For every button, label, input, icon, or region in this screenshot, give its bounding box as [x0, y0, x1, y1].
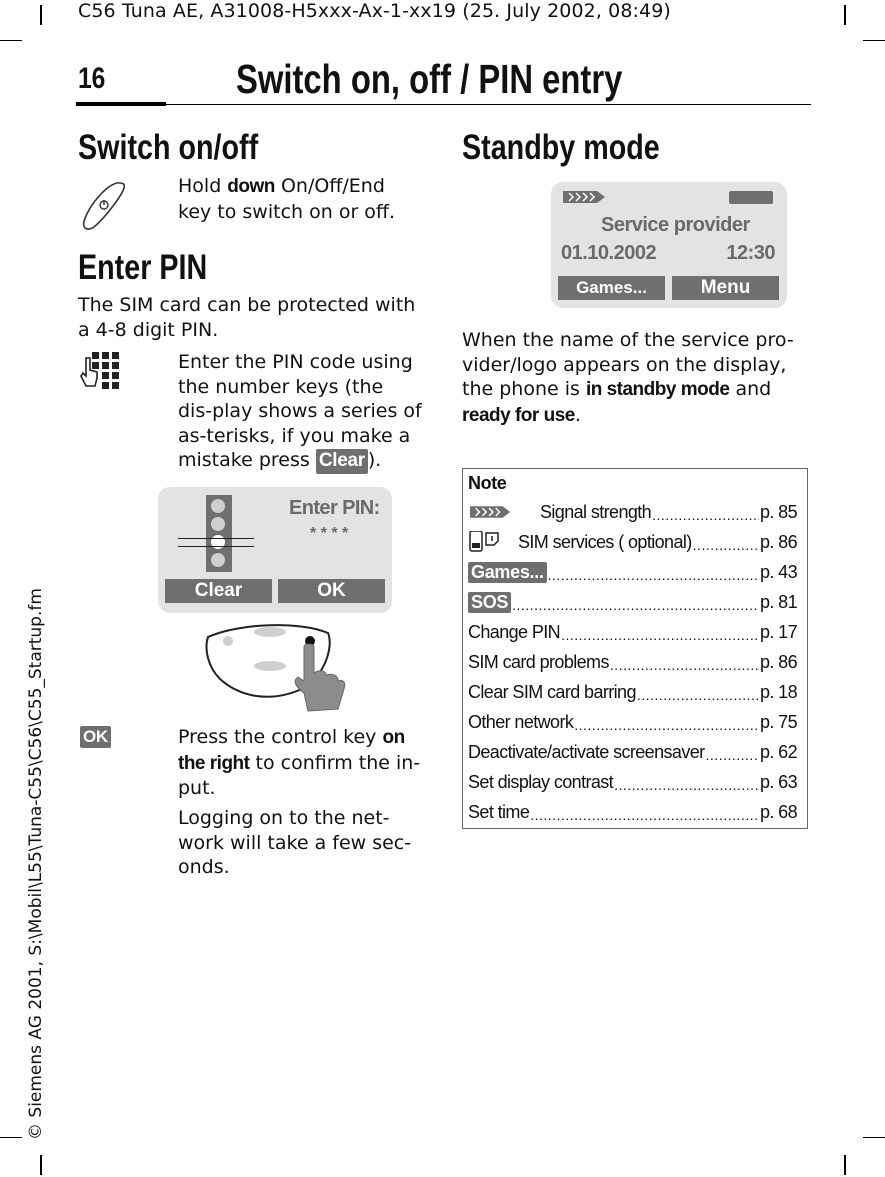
service-provider: Service provider [601, 214, 750, 236]
note-label: SIM card problems [468, 652, 609, 672]
note-page: p. 43 [759, 562, 797, 582]
note-label: Set time [468, 802, 530, 822]
standby-text-post: . [574, 403, 581, 426]
note-label: Change PIN [468, 622, 561, 642]
battery-icon [727, 188, 775, 206]
note-row-screensaver [468, 741, 797, 763]
note-label: SIM services ( optional) [518, 532, 692, 552]
crop-mark [40, 1155, 42, 1175]
page-number-underline [76, 102, 166, 106]
pin-display [158, 487, 392, 613]
ok-text-pre: Press the control key [178, 726, 383, 748]
keypad-text-main: Enter the PIN code using the number keys (the dis-play shows a series of as-terisks, if you make a mistake press [178, 351, 422, 471]
ok-key-label [80, 726, 111, 748]
crop-mark [40, 5, 42, 25]
note-row-sim-services [468, 531, 797, 553]
standby-heading: Standby mode [462, 128, 660, 167]
games-softkey[interactable]: Games... [558, 276, 665, 300]
note-row-change-pin [468, 621, 797, 643]
keypad-icon [80, 350, 120, 392]
note-page: p. 86 [759, 652, 797, 672]
ok-text [178, 725, 423, 801]
note-page: p. 85 [759, 502, 797, 522]
ok-text-post: to confirm the in-put. [178, 751, 421, 799]
indicator-dot [211, 517, 225, 531]
standby-date: 01.10.2002 [561, 242, 657, 264]
pin-asterisks: * * * * [310, 525, 349, 542]
ok-softkey[interactable]: OK [278, 579, 385, 603]
indicator-dot [211, 553, 225, 567]
standby-text-bold2: ready for use [462, 404, 575, 426]
control-key-icon [200, 617, 350, 717]
signal-strength-icon [468, 503, 514, 521]
menu-softkey[interactable]: Menu [672, 276, 779, 300]
note-row-sos [468, 591, 797, 613]
clear-softkey[interactable]: Clear [165, 579, 272, 603]
note-label: Set display contrast [468, 772, 614, 792]
signal-strength-icon [561, 188, 609, 206]
note-page: p. 17 [759, 622, 797, 642]
note-title: Note [468, 473, 507, 493]
end-key-icon [80, 178, 128, 234]
title-rule [76, 104, 811, 105]
pin-intro: The SIM card can be protected with a 4-8 digit PIN. [78, 294, 416, 341]
switch-text-post: On/Off/End key to switch on or off. [178, 175, 396, 223]
crop-mark [844, 5, 846, 25]
ok-text-bold: on the right [178, 727, 405, 774]
document-header: C56 Tuna AE, A31008-H5xxx-Ax-1-xx19 (25. July 2002, 08:49) [78, 0, 671, 22]
keypad-text [178, 350, 423, 474]
note-row-clear-barring [468, 681, 797, 703]
note-label: Signal strength [540, 502, 652, 522]
cursor-line [178, 538, 254, 539]
note-label: Other network [468, 712, 574, 732]
note-page: p. 75 [759, 712, 797, 732]
standby-time: 12:30 [726, 242, 775, 264]
note-label: Clear SIM card barring [468, 682, 636, 702]
note-page: p. 18 [759, 682, 797, 702]
page-title: Switch on, off / PIN entry [236, 56, 623, 102]
indicator-dot [211, 499, 225, 513]
keypad-text-end: ). [367, 449, 382, 471]
standby-text-mid: and [729, 378, 772, 400]
crop-mark [0, 1137, 22, 1138]
standby-text [462, 328, 807, 428]
crop-mark [863, 40, 885, 41]
note-label: Games... [468, 562, 547, 583]
note-row-signal [468, 501, 797, 523]
crop-mark [863, 1137, 885, 1138]
standby-text-pre: When the name of the service pro-vider/logo appears on the display, the phone is [462, 329, 794, 400]
crop-mark [0, 40, 22, 41]
pin-label: Enter PIN: [289, 497, 380, 519]
switch-text-pre: Hold [178, 175, 228, 197]
note-page: p. 62 [759, 742, 797, 762]
clear-key-label: Clear [316, 449, 368, 474]
switch-heading: Switch on/off [78, 128, 259, 167]
note-label: SOS [468, 592, 511, 613]
ok-key-badge: OK [80, 726, 111, 748]
cursor-line [178, 546, 254, 547]
pin-heading: Enter PIN [78, 248, 208, 287]
note-row-set-time [468, 801, 797, 823]
page-number: 16 [78, 62, 106, 95]
switch-text-bold: down [227, 176, 275, 197]
copyright-sidebar: © Siemens AG 2001, S:\Mobil\L55\Tuna-C55\C56\C55_Startup.fm [26, 588, 46, 1140]
switch-text [178, 174, 423, 224]
standby-display [551, 182, 787, 308]
note-row-sim-problems [468, 651, 797, 673]
logging-text: Logging on to the net-work will take a few sec-onds. [178, 807, 412, 878]
note-page: p. 81 [759, 592, 797, 612]
note-row-other-network [468, 711, 797, 733]
note-page: p. 68 [759, 802, 797, 822]
note-page: p. 63 [759, 772, 797, 792]
note-box [462, 468, 808, 829]
sim-services-icon [468, 531, 502, 553]
standby-text-bold1: in standby mode [585, 379, 730, 400]
note-label: Deactivate/activate screensaver [468, 742, 705, 762]
note-row-contrast [468, 771, 797, 793]
crop-mark [844, 1155, 846, 1175]
note-page: p. 86 [759, 532, 797, 552]
note-row-games [468, 561, 797, 583]
